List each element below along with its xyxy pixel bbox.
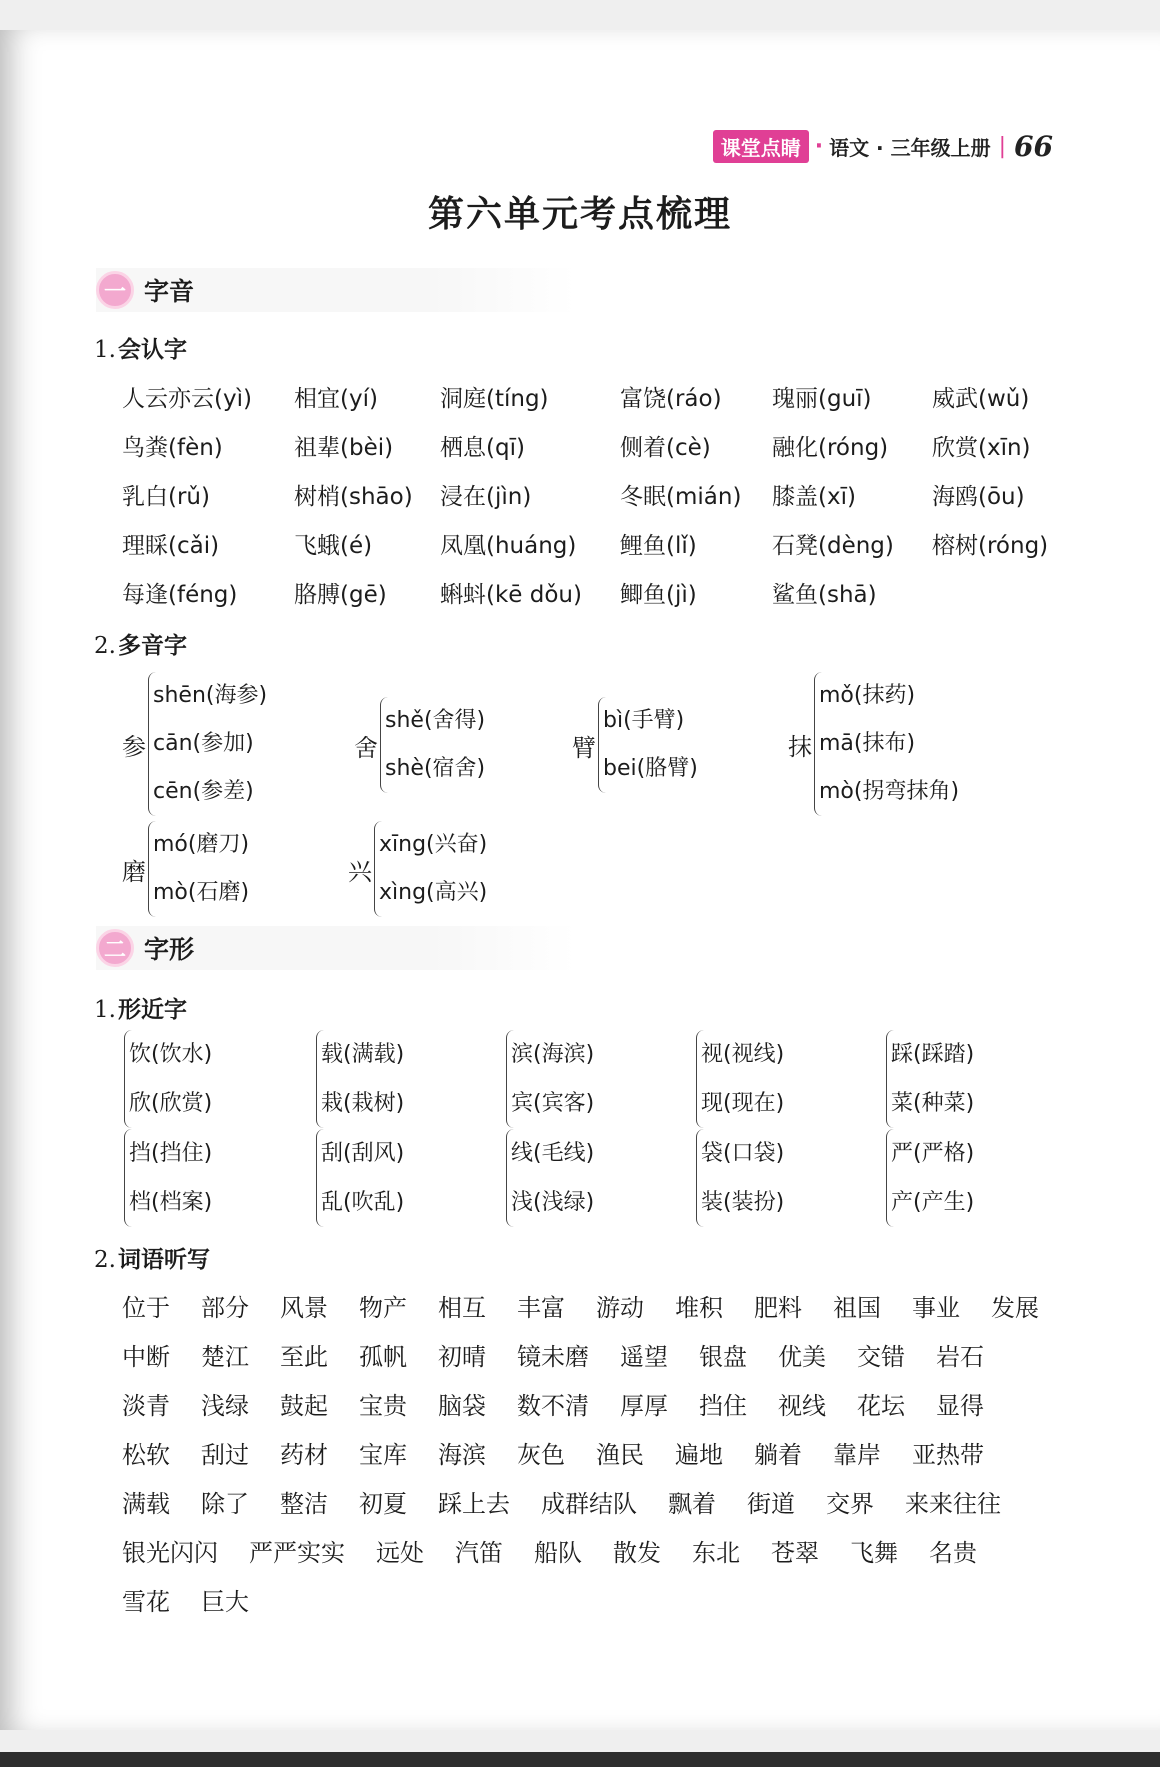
dictation-word: 银盘 bbox=[699, 1343, 747, 1371]
section-badge: 二 bbox=[96, 929, 134, 967]
dictation-word: 东北 bbox=[692, 1539, 740, 1567]
dictation-word: 严严实实 bbox=[249, 1539, 345, 1567]
dictation-word: 丰富 bbox=[517, 1294, 565, 1322]
dictation-word: 散发 bbox=[613, 1539, 661, 1567]
recognize-char-item: 理睬(cǎi) bbox=[122, 533, 220, 559]
dictation-word: 汽笛 bbox=[455, 1539, 503, 1567]
polyphone-char: 抹 bbox=[788, 732, 812, 761]
recognize-char-item: 胳膊(gē) bbox=[294, 582, 387, 608]
dictation-word: 岩石 bbox=[936, 1343, 984, 1371]
section-title: 字形 bbox=[144, 935, 195, 964]
dictation-word: 街道 bbox=[747, 1490, 795, 1518]
brand-badge: 课堂点睛 bbox=[713, 130, 809, 163]
section-header-zi-yin bbox=[96, 268, 576, 312]
recognize-char-item: 凤凰(huáng) bbox=[440, 533, 577, 559]
polyphone-char: 臂 bbox=[572, 733, 596, 762]
dictation-word: 淡青 bbox=[122, 1392, 170, 1420]
similar-char-item: 刮(刮风) bbox=[321, 1141, 405, 1166]
similar-char-item: 载(满载) bbox=[321, 1042, 405, 1067]
similar-brace bbox=[316, 1030, 404, 1128]
recognize-char-item: 飞蛾(é) bbox=[294, 533, 373, 559]
polyphone-reading: mā(抹布) bbox=[819, 731, 916, 756]
recognize-char-item: 树梢(shāo) bbox=[294, 484, 413, 510]
dictation-word: 踩上去 bbox=[438, 1490, 510, 1518]
dictation-word: 事业 bbox=[912, 1294, 960, 1322]
subheading-ci-yu-ting-xie: 2.词语听写 bbox=[94, 1247, 210, 1273]
dictation-word: 风景 bbox=[280, 1294, 328, 1322]
dictation-word: 孤帆 bbox=[359, 1343, 407, 1371]
recognize-char-item: 相宜(yí) bbox=[294, 386, 378, 412]
similar-char-item: 滨(海滨) bbox=[511, 1042, 595, 1067]
similar-char-pair bbox=[124, 1129, 212, 1227]
recognize-char-item: 洞庭(tíng) bbox=[440, 386, 549, 412]
dictation-word: 脑袋 bbox=[438, 1392, 486, 1420]
similar-char-pair bbox=[316, 1129, 404, 1227]
similar-char-pair bbox=[506, 1030, 594, 1128]
polyphone-reading: mò(拐弯抹角) bbox=[819, 779, 960, 804]
polyphone-char: 磨 bbox=[122, 857, 146, 886]
polyphone-char: 参 bbox=[122, 732, 146, 761]
similar-char-item: 严(严格) bbox=[891, 1141, 975, 1166]
similar-char-item: 挡(挡住) bbox=[129, 1141, 213, 1166]
similar-char-item: 现(现在) bbox=[701, 1091, 785, 1116]
page-header bbox=[713, 130, 1053, 163]
similar-char-item: 欣(欣赏) bbox=[129, 1091, 213, 1116]
dictation-word: 交界 bbox=[826, 1490, 874, 1518]
dictation-word: 来来往往 bbox=[905, 1490, 1001, 1518]
dictation-word: 遥望 bbox=[620, 1343, 668, 1371]
recognize-char-item: 瑰丽(guī) bbox=[772, 386, 872, 412]
dictation-word: 成群结队 bbox=[541, 1490, 637, 1518]
dictation-word: 远处 bbox=[376, 1539, 424, 1567]
dictation-word: 初晴 bbox=[438, 1343, 486, 1371]
polyphone-reading: xìng(高兴) bbox=[379, 880, 488, 905]
subheading-hui-ren-zi: 1.会认字 bbox=[94, 337, 187, 363]
similar-brace bbox=[886, 1030, 974, 1128]
page-number: 66 bbox=[1014, 130, 1053, 163]
dictation-word: 宝库 bbox=[359, 1441, 407, 1469]
recognize-char-item: 威武(wǔ) bbox=[932, 386, 1030, 412]
recognize-char-item: 鲤鱼(lǐ) bbox=[620, 533, 697, 559]
similar-brace bbox=[696, 1129, 784, 1227]
dictation-word: 镜未磨 bbox=[517, 1343, 589, 1371]
similar-char-item: 浅(浅绿) bbox=[511, 1190, 595, 1215]
recognize-char-item: 鲨鱼(shā) bbox=[772, 582, 877, 608]
similar-brace bbox=[506, 1030, 594, 1128]
polyphone-reading: shè(宿舍) bbox=[385, 756, 486, 781]
section-title: 字音 bbox=[144, 277, 195, 306]
polyphone-reading: shēn(海参) bbox=[153, 683, 268, 708]
dictation-word: 数不清 bbox=[517, 1392, 589, 1420]
dictation-word: 视线 bbox=[778, 1392, 826, 1420]
polyphone-reading: mò(石磨) bbox=[153, 880, 250, 905]
polyphone-reading: xīng(兴奋) bbox=[379, 832, 488, 857]
recognize-char-item: 膝盖(xī) bbox=[772, 484, 856, 510]
page-title: 第六单元考点梳理 bbox=[427, 194, 732, 235]
dictation-word: 遍地 bbox=[675, 1441, 723, 1469]
recognize-char-item: 鲫鱼(jì) bbox=[620, 582, 697, 608]
recognize-char-item: 人云亦云(yì) bbox=[122, 386, 252, 412]
header-dot: · bbox=[814, 134, 824, 159]
dictation-word: 名贵 bbox=[929, 1539, 977, 1567]
dictation-word: 浅绿 bbox=[201, 1392, 249, 1420]
dictation-word: 巨大 bbox=[201, 1588, 249, 1616]
similar-brace bbox=[124, 1030, 212, 1128]
similar-char-pair bbox=[886, 1030, 974, 1128]
recognize-char-item: 栖息(qī) bbox=[440, 435, 525, 461]
dictation-word: 灰色 bbox=[517, 1441, 565, 1469]
dictation-word: 刮过 bbox=[201, 1441, 249, 1469]
polyphone-brace bbox=[148, 672, 267, 816]
similar-char-item: 栽(栽树) bbox=[321, 1091, 405, 1116]
dictation-word: 渔民 bbox=[596, 1441, 644, 1469]
polyphone-group bbox=[788, 672, 959, 816]
similar-char-pair bbox=[696, 1030, 784, 1128]
recognize-char-item: 乳白(rǔ) bbox=[122, 484, 210, 510]
subject-label: 语文 · 三年级上册 bbox=[829, 136, 991, 160]
dictation-word: 靠岸 bbox=[833, 1441, 881, 1469]
similar-brace bbox=[506, 1129, 594, 1227]
dictation-word: 躺着 bbox=[754, 1441, 802, 1469]
recognize-char-item: 富饶(ráo) bbox=[620, 386, 722, 412]
dictation-word: 雪花 bbox=[122, 1588, 170, 1616]
dictation-word: 花坛 bbox=[857, 1392, 905, 1420]
dictation-word: 相互 bbox=[438, 1294, 486, 1322]
dictation-word: 鼓起 bbox=[280, 1392, 328, 1420]
dictation-word: 海滨 bbox=[438, 1441, 486, 1469]
polyphone-brace bbox=[814, 672, 959, 816]
polyphone-group bbox=[572, 697, 698, 793]
polyphone-reading: mó(磨刀) bbox=[153, 832, 250, 857]
dictation-word: 游动 bbox=[596, 1294, 644, 1322]
recognize-char-item: 冬眠(mián) bbox=[620, 484, 742, 510]
dictation-word: 挡住 bbox=[699, 1392, 747, 1420]
dictation-word: 中断 bbox=[122, 1343, 170, 1371]
similar-char-item: 视(视线) bbox=[701, 1042, 785, 1067]
dictation-word: 部分 bbox=[201, 1294, 249, 1322]
similar-char-pair bbox=[506, 1129, 594, 1227]
similar-char-pair bbox=[124, 1030, 212, 1128]
dictation-word: 除了 bbox=[201, 1490, 249, 1518]
polyphone-char: 舍 bbox=[354, 733, 378, 762]
recognize-char-item: 榕树(róng) bbox=[932, 533, 1049, 559]
dictation-word: 药材 bbox=[280, 1441, 328, 1469]
dictation-word: 船队 bbox=[534, 1539, 582, 1567]
recognize-char-item: 融化(róng) bbox=[772, 435, 889, 461]
similar-char-item: 线(毛线) bbox=[511, 1141, 595, 1166]
dictation-word: 亚热带 bbox=[912, 1441, 984, 1469]
dictation-word: 满载 bbox=[122, 1490, 170, 1518]
dictation-word: 物产 bbox=[359, 1294, 407, 1322]
section-header-zi-xing bbox=[96, 926, 576, 970]
similar-char-item: 档(档案) bbox=[129, 1190, 213, 1215]
dictation-word: 祖国 bbox=[833, 1294, 881, 1322]
recognize-char-item: 欣赏(xīn) bbox=[932, 435, 1031, 461]
dictation-word: 初夏 bbox=[359, 1490, 407, 1518]
subheading-xing-jin-zi: 1.形近字 bbox=[94, 997, 187, 1023]
dictation-word: 交错 bbox=[857, 1343, 905, 1371]
dictation-word: 整洁 bbox=[280, 1490, 328, 1518]
polyphone-brace bbox=[148, 821, 249, 917]
polyphone-reading: shě(舍得) bbox=[385, 708, 486, 733]
recognize-char-item: 海鸥(ōu) bbox=[932, 484, 1025, 510]
polyphone-group bbox=[348, 821, 487, 917]
polyphone-reading: cān(参加) bbox=[153, 731, 254, 756]
recognize-char-item: 祖辈(bèi) bbox=[294, 435, 394, 461]
similar-char-pair bbox=[886, 1129, 974, 1227]
dictation-word: 位于 bbox=[122, 1294, 170, 1322]
similar-char-item: 产(产生) bbox=[891, 1190, 975, 1215]
dictation-word: 显得 bbox=[936, 1392, 984, 1420]
section-badge: 一 bbox=[96, 271, 134, 309]
similar-char-item: 乱(吹乱) bbox=[321, 1190, 405, 1215]
recognize-char-item: 侧着(cè) bbox=[620, 435, 711, 461]
recognize-char-item: 蝌蚪(kē dǒu) bbox=[440, 582, 582, 608]
polyphone-reading: bì(手臂) bbox=[603, 708, 685, 733]
similar-char-pair bbox=[316, 1030, 404, 1128]
dictation-word: 至此 bbox=[280, 1343, 328, 1371]
dictation-word: 厚厚 bbox=[620, 1392, 668, 1420]
similar-char-pair bbox=[696, 1129, 784, 1227]
dictation-word: 飘着 bbox=[668, 1490, 716, 1518]
polyphone-reading: bei(胳臂) bbox=[603, 756, 698, 781]
similar-char-item: 饮(饮水) bbox=[129, 1042, 213, 1067]
similar-char-item: 菜(种菜) bbox=[891, 1091, 975, 1116]
similar-brace bbox=[316, 1129, 404, 1227]
polyphone-group bbox=[122, 821, 249, 917]
header-separator: | bbox=[998, 134, 1007, 159]
dictation-word: 楚江 bbox=[201, 1343, 249, 1371]
dictation-word: 肥料 bbox=[754, 1294, 802, 1322]
dictation-word: 银光闪闪 bbox=[122, 1539, 218, 1567]
dictation-word: 堆积 bbox=[675, 1294, 723, 1322]
recognize-char-item: 鸟粪(fèn) bbox=[122, 435, 223, 461]
bottom-edge bbox=[0, 1752, 1160, 1767]
polyphone-brace bbox=[380, 697, 485, 793]
dictation-word: 发展 bbox=[991, 1294, 1039, 1322]
similar-brace bbox=[886, 1129, 974, 1227]
subheading-duo-yin-zi: 2.多音字 bbox=[94, 633, 187, 659]
polyphone-brace bbox=[374, 821, 487, 917]
similar-brace bbox=[124, 1129, 212, 1227]
dictation-word: 飞舞 bbox=[850, 1539, 898, 1567]
polyphone-reading: cēn(参差) bbox=[153, 779, 254, 804]
recognize-char-item: 浸在(jìn) bbox=[440, 484, 532, 510]
dictation-word: 松软 bbox=[122, 1441, 170, 1469]
similar-char-item: 宾(宾客) bbox=[511, 1091, 595, 1116]
similar-char-item: 踩(踩踏) bbox=[891, 1042, 975, 1067]
polyphone-reading: mǒ(抹药) bbox=[819, 683, 916, 708]
recognize-char-item: 每逢(féng) bbox=[122, 582, 238, 608]
polyphone-group bbox=[354, 697, 485, 793]
similar-char-item: 装(装扮) bbox=[701, 1190, 785, 1215]
recognize-char-item: 石凳(dèng) bbox=[772, 533, 894, 559]
dictation-word: 苍翠 bbox=[771, 1539, 819, 1567]
similar-brace bbox=[696, 1030, 784, 1128]
polyphone-brace bbox=[598, 697, 698, 793]
dictation-word: 优美 bbox=[778, 1343, 826, 1371]
similar-char-item: 袋(口袋) bbox=[701, 1141, 785, 1166]
polyphone-char: 兴 bbox=[348, 857, 372, 886]
dictation-word: 宝贵 bbox=[359, 1392, 407, 1420]
polyphone-group bbox=[122, 672, 267, 816]
